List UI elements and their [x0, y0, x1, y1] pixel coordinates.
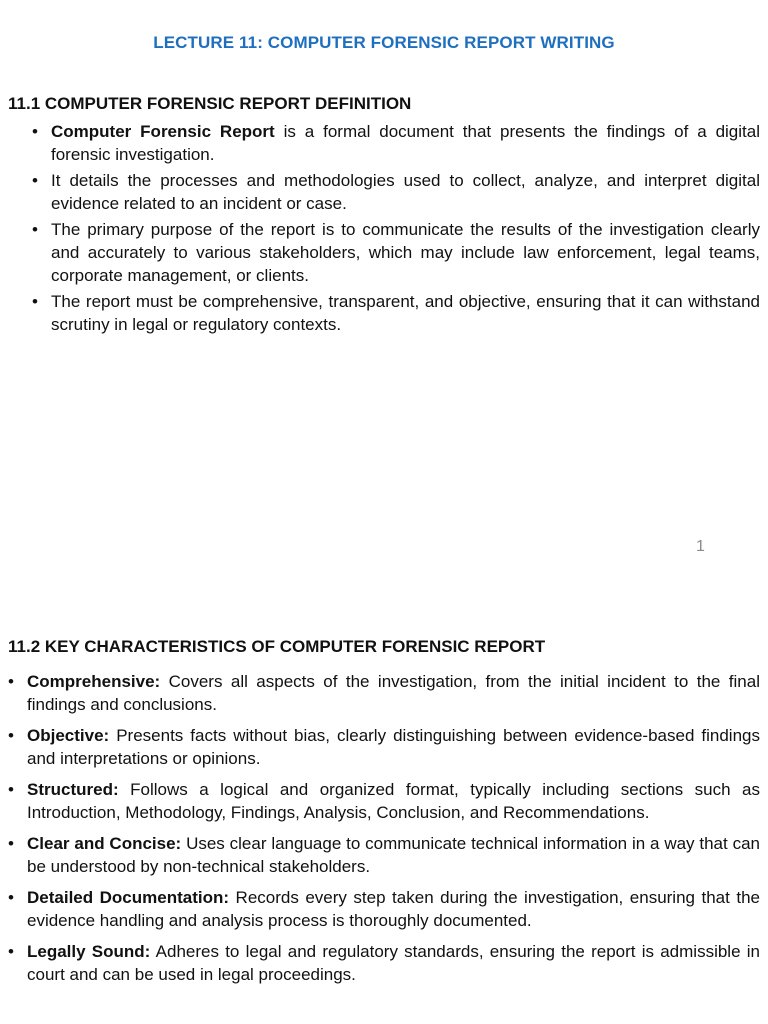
bullet-term: Structured: [27, 780, 119, 799]
bullet-text: Uses clear language to communicate technical information in a way that can be understood by non-technical stakeholders. [27, 834, 760, 876]
bullet-icon: • [8, 672, 14, 691]
bullet-icon: • [32, 220, 38, 239]
list-item [30, 218, 760, 287]
section-heading-definition: 11.1 COMPUTER FORENSIC REPORT DEFINITION [8, 94, 412, 113]
list-item [30, 120, 760, 166]
bullet-term: Legally Sound: [27, 942, 151, 961]
bullet-term: Comprehensive: [27, 672, 161, 691]
bullet-icon: • [8, 726, 14, 745]
bullet-text: The primary purpose of the report is to communicate the results of the investigation clearly and accurately to various stakeholders, which may include law enforcement, legal teams, corporate management, or clients. [51, 220, 760, 285]
bullet-term: Objective: [27, 726, 110, 745]
bullet-icon: • [8, 780, 14, 799]
bullet-text: Covers all aspects of the investigation, from the initial incident to the final findings and conclusions. [27, 672, 760, 714]
list-item [6, 670, 760, 716]
bullet-term: Computer Forensic Report [51, 122, 275, 141]
bullet-text: Records every step taken during the investigation, ensuring that the evidence handling and analysis process is thoroughly documented. [27, 888, 760, 930]
list-item [30, 290, 760, 336]
bullet-icon: • [32, 171, 38, 190]
bullet-text: It details the processes and methodologies used to collect, analyze, and interpret digital evidence related to an incident or case. [51, 171, 760, 213]
bullet-icon: • [32, 292, 38, 311]
characteristics-bullet-list [6, 670, 760, 994]
bullet-text: The report must be comprehensive, transparent, and objective, ensuring that it can withstand scrutiny in legal or regulatory contexts. [51, 292, 760, 334]
bullet-text: is a formal document that presents the findings of a digital forensic investigation. [51, 122, 760, 164]
bullet-icon: • [8, 942, 14, 961]
definition-bullet-list [30, 120, 760, 339]
list-item [6, 778, 760, 824]
section-heading-characteristics: 11.2 KEY CHARACTERISTICS OF COMPUTER FORENSIC REPORT [8, 637, 546, 656]
bullet-term: Clear and Concise: [27, 834, 182, 853]
bullet-icon: • [32, 122, 38, 141]
list-item [6, 832, 760, 878]
bullet-icon: • [8, 834, 14, 853]
page-number: 1 [696, 538, 705, 555]
bullet-text: Presents facts without bias, clearly distinguishing between evidence-based findings and interpretations or opinions. [27, 726, 760, 768]
list-item [6, 886, 760, 932]
bullet-text: Follows a logical and organized format, typically including sections such as Introduction, Methodology, Findings, Analysis, Conclusion, and Recommendations. [27, 780, 760, 822]
slide-2 [0, 604, 768, 1024]
list-item [6, 724, 760, 770]
bullet-icon: • [8, 888, 14, 907]
list-item [30, 169, 760, 215]
bullet-text: Adheres to legal and regulatory standards, ensuring the report is admissible in court and can be used in legal proceedings. [27, 942, 760, 984]
bullet-term: Detailed Documentation: [27, 888, 230, 907]
list-item [6, 940, 760, 986]
lecture-title: LECTURE 11: COMPUTER FORENSIC REPORT WRITING [153, 33, 615, 52]
